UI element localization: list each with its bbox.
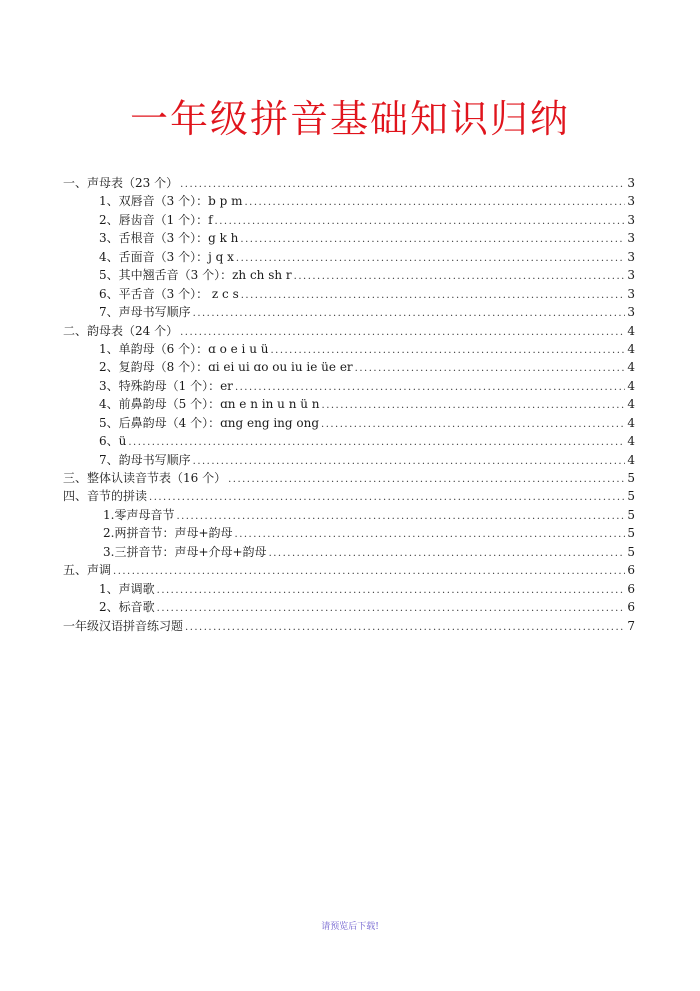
toc-dot-leader [270, 342, 625, 360]
toc-dot-leader [113, 563, 625, 581]
toc-page-number: 4 [627, 415, 635, 430]
toc-page-number: 3 [627, 268, 635, 283]
toc-entry-label: 四、音节的拼读 [63, 489, 148, 504]
toc-entry[interactable] [63, 285, 635, 303]
toc-entry[interactable] [63, 524, 635, 542]
toc-entry[interactable] [63, 487, 635, 505]
toc-dot-leader [185, 619, 625, 637]
toc-entry-label: 3、特殊韵母（1 个）：er [99, 378, 233, 393]
toc-entry-label: 7、声母书写顺序 [99, 305, 191, 320]
toc-entry[interactable] [63, 229, 635, 247]
toc-entry[interactable] [63, 358, 635, 376]
toc-entry-label: 五、声调 [63, 563, 112, 578]
toc-entry-label: 1.零声母音节 [103, 507, 175, 522]
toc-entry[interactable] [63, 377, 635, 395]
toc-entry-label: 2、复韵母（8 个）：ɑi ei ui ɑo ou iu ie üe er [99, 360, 353, 375]
toc-entry[interactable] [63, 248, 635, 266]
toc-dot-leader [269, 545, 625, 563]
toc-entry[interactable] [63, 395, 635, 413]
toc-page-number: 4 [627, 378, 635, 393]
toc-dot-leader [235, 379, 625, 397]
toc-entry[interactable] [63, 451, 635, 469]
toc-dot-leader [322, 397, 625, 415]
toc-entry[interactable] [63, 192, 635, 210]
toc-entry[interactable] [63, 303, 635, 321]
toc-entry[interactable] [63, 414, 635, 432]
toc-entry-label: 4、前鼻韵母（5 个）：ɑn e n in u n ü n [99, 397, 320, 412]
toc-dot-leader [180, 324, 625, 342]
toc-dot-leader [193, 305, 625, 323]
toc-entry-label: 6、平舌音（3 个）： z c s [99, 286, 239, 301]
toc-page-number: 3 [627, 176, 635, 190]
toc-entry-label: 4、舌面音（3 个）：j q x [99, 249, 234, 264]
toc-entry[interactable] [63, 322, 635, 340]
toc-dot-leader [193, 453, 625, 471]
toc-dot-leader [128, 434, 625, 452]
toc-page-number: 5 [627, 526, 635, 541]
toc-dot-leader [241, 287, 625, 305]
toc-entry[interactable] [63, 561, 635, 579]
toc-entry-label: 1、双唇音（3 个）：b p m [99, 194, 243, 209]
toc-dot-leader [176, 508, 625, 526]
toc-entry[interactable] [63, 469, 635, 487]
toc-page-number: 3 [627, 305, 635, 320]
toc-entry[interactable] [63, 598, 635, 616]
toc-dot-leader [215, 213, 625, 231]
toc-entry[interactable] [63, 543, 635, 561]
toc-entry[interactable] [63, 432, 635, 450]
toc-entry[interactable] [63, 266, 635, 284]
toc-entry[interactable] [63, 617, 635, 635]
toc-page-number: 5 [627, 489, 635, 504]
toc-dot-leader [355, 360, 625, 378]
toc-page-number: 5 [627, 471, 635, 485]
toc-page-number: 6 [627, 563, 635, 578]
toc-entry-label: 5、其中翘舌音（3 个）：zh ch sh r [99, 268, 292, 283]
table-of-contents [63, 174, 635, 635]
toc-dot-leader [235, 526, 625, 544]
toc-entry-label: 三、整体认读音节表（16 个） [63, 471, 227, 485]
toc-entry[interactable] [63, 340, 635, 358]
toc-page-number: 7 [627, 618, 635, 633]
toc-entry[interactable] [63, 174, 635, 192]
toc-dot-leader [180, 176, 625, 194]
toc-dot-leader [244, 194, 625, 212]
toc-dot-leader [149, 489, 625, 507]
toc-entry-label: 一年级汉语拼音练习题 [63, 618, 184, 633]
toc-page-number: 5 [627, 507, 635, 522]
toc-entry-label: 一、声母表（23 个） [63, 176, 179, 190]
toc-page-number: 4 [627, 341, 635, 356]
toc-entry-label: 1、声调歌 [99, 581, 155, 596]
toc-entry[interactable] [63, 580, 635, 598]
toc-dot-leader [321, 416, 625, 434]
toc-dot-leader [294, 268, 625, 286]
toc-entry-label: 7、韵母书写顺序 [99, 452, 191, 467]
toc-page-number: 3 [627, 249, 635, 264]
toc-page-number: 6 [627, 600, 635, 615]
toc-entry-label: 3.三拼音节：声母+介母+韵母 [103, 544, 267, 559]
toc-dot-leader [228, 471, 625, 489]
toc-page-number: 4 [627, 323, 635, 338]
toc-page-number: 4 [627, 360, 635, 375]
toc-entry-label: 2.两拼音节：声母+韵母 [103, 526, 233, 541]
footer-note: 请预览后下载! [321, 922, 379, 932]
toc-dot-leader [157, 600, 625, 618]
document-title: 一年级拼音基础知识归纳 [129, 97, 570, 141]
toc-page-number: 3 [627, 212, 635, 227]
toc-page-number: 3 [627, 286, 635, 301]
toc-entry-label: 二、韵母表（24 个） [63, 323, 179, 338]
toc-dot-leader [240, 231, 625, 249]
toc-entry[interactable] [63, 506, 635, 524]
toc-dot-leader [236, 250, 625, 268]
toc-page-number: 3 [627, 231, 635, 246]
toc-entry-label: 1、单韵母（6 个）：ɑ o e i u ü [99, 341, 269, 356]
toc-entry-label: 3、舌根音（3 个）：g k h [99, 231, 239, 246]
toc-page-number: 5 [627, 544, 635, 559]
toc-dot-leader [157, 582, 625, 600]
toc-page-number: 3 [627, 194, 635, 209]
toc-page-number: 4 [627, 397, 635, 412]
toc-page-number: 4 [627, 434, 635, 449]
toc-page-number: 4 [627, 452, 635, 467]
toc-page-number: 6 [627, 581, 635, 596]
toc-entry-label: 2、唇齿音（1 个）：f [99, 212, 213, 227]
toc-entry-label: 6、ü [99, 434, 127, 449]
toc-entry[interactable] [63, 211, 635, 229]
toc-entry-label: 5、后鼻韵母（4 个）：ɑng eng ing ong [99, 415, 320, 430]
toc-entry-label: 2、标音歌 [99, 600, 155, 615]
